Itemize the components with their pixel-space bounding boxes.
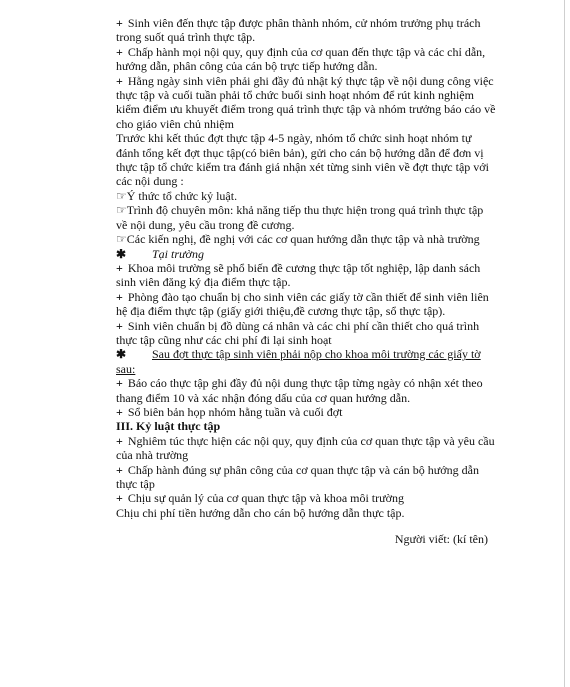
paragraph: Chịu chi phí tiền hướng dẫn cho cán bộ hướng dẫn thực tập. (116, 505, 405, 520)
plus-bullet-icon: + (116, 491, 123, 506)
plus-bullet-icon: + (116, 260, 123, 275)
list-item: ☞Ý thức tổ chức kỷ luật. (116, 188, 238, 203)
list-item: + Khoa môi trường sẽ phổ biến đề cương thực tập tốt nghiệp, lập danh sách sinh viên đăng ký địa điểm thực tập. (116, 260, 481, 290)
section-subheading: ✱ Sau đợt thực tập sinh viên phải nộp cho khoa môi trường các giấy tờ sau: (116, 347, 481, 376)
document-body (116, 16, 496, 547)
plus-bullet-icon: + (116, 404, 123, 419)
pointing-hand-icon: ☞ (116, 188, 127, 203)
list-item: + Hằng ngày sinh viên phải ghi đầy đủ nhật ký thực tập về nội dung công việc thực tập và cuối tuần phải tổ chức buổi sinh hoạt nhóm để rút kinh nghiệm kiểm điểm ưu khuyết điểm trong quá trình thực tập và nhóm trưởng báo cáo về cho giáo viên chủ nhiệm (116, 73, 496, 131)
list-item: + Chấp hành mọi nội quy, quy định của cơ quan đến thực tập và các chỉ dẫn, hướng dẫn, phân công của cán bộ trực tiếp hướng dẫn. (116, 44, 486, 74)
list-item: + Sinh viên đến thực tập được phân thành nhóm, cử nhóm trưởng phụ trách trong suốt quá trình thực tập. (116, 16, 481, 45)
plus-bullet-icon: + (116, 289, 123, 304)
plus-bullet-icon: + (116, 376, 123, 391)
paragraph: Trước khi kết thúc đợt thực tập 4-5 ngày, nhóm tổ chức sinh hoạt nhóm tự đánh tổng kết đợt thục tập(có biên bản), gửi cho cán bộ hướng dẫn để đơn vị thực tập tổ chức kiểm tra đánh giá nhận xét từng sinh viên về đợt thực tập với các nội dung : (116, 131, 489, 189)
plus-bullet-icon: + (116, 462, 123, 477)
plus-bullet-icon: + (116, 318, 123, 333)
asterisk-icon: ✱ (116, 246, 127, 261)
pointing-hand-icon: ☞ (116, 203, 127, 218)
list-item: ☞Trình độ chuyên môn: khả năng tiếp thu thực hiện trong quá trình thực tập về nội dung, yêu cầu trong đề cương. (116, 203, 484, 232)
plus-bullet-icon: + (116, 16, 123, 30)
list-item: + Báo cáo thực tập ghi đầy đủ nội dung thực tập từng ngày có nhận xét theo thang điểm 10 và xác nhận đóng dấu của cơ quan hướng dẫn. (116, 376, 483, 405)
pointing-hand-icon: ☞ (116, 232, 127, 247)
list-item: + Nghiêm túc thực hiện các nội quy, quy định của cơ quan thực tập và yêu cầu của nhà trường (116, 433, 495, 463)
plus-bullet-icon: + (116, 73, 123, 88)
page-edge (564, 0, 565, 687)
list-item: + Sinh viên chuẩn bị đồ dùng cá nhân và các chi phí cần thiết cho quá trình thực tập cũng như các chi phí đi lại sinh hoạt (116, 318, 480, 347)
section-subheading: ✱ Tại trường (116, 246, 204, 261)
asterisk-icon: ✱ (116, 347, 127, 362)
list-item: + Chấp hành đúng sự phân công của cơ quan thực tập và cán bộ hướng dẫn thực tập (116, 462, 479, 491)
list-item: ☞Các kiến nghị, đề nghị với các cơ quan hướng dẫn thực tập và nhà trường (116, 232, 480, 247)
list-item: + Chịu sự quản lý của cơ quan thực tập và khoa môi trường (116, 491, 404, 506)
list-item: + Phòng đào tạo chuẩn bị cho sinh viên các giấy tờ cần thiết để sinh viên liên hệ địa điểm thực tập (giấy giới thiệu,đề cương thực tập, sổ thực tập). (116, 289, 489, 319)
plus-bullet-icon: + (116, 44, 123, 59)
list-item: + Sổ biên bản họp nhóm hằng tuần và cuối đợt (116, 404, 343, 419)
section-heading: III. Kỷ luật thực tập (116, 419, 221, 434)
signature-line: Người viết: (kí tên) (394, 532, 488, 547)
plus-bullet-icon: + (116, 433, 123, 448)
